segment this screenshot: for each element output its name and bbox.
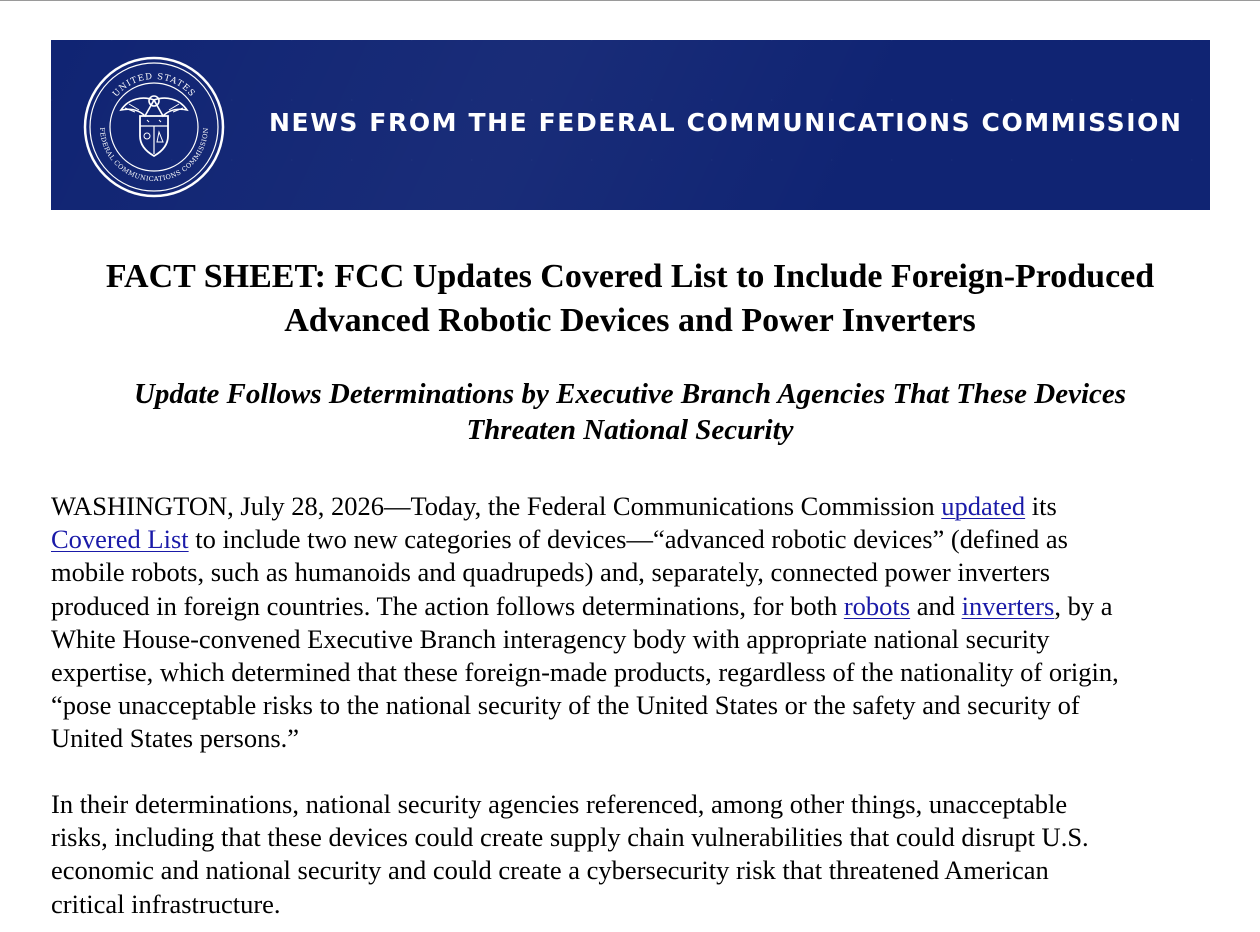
text-span: produced in foreign countries. The action follows determinations, for both — [51, 590, 844, 621]
text-span: to include two new categories of devices—“advanced robotic devices” (defined as — [188, 524, 1068, 555]
covered-list-link[interactable]: Covered List — [51, 524, 189, 555]
text-line: economic and national security and could create a cybersecurity risk that threatened American — [51, 855, 1049, 886]
body-paragraph-1 — [51, 490, 1216, 756]
text-line: expertise, which determined that these foreign-made products, regardless of the nationality of origin, — [51, 657, 1119, 688]
text-line: “pose unacceptable risks to the national security of the United States or the safety and security of — [51, 690, 1080, 721]
news-banner — [51, 40, 1210, 210]
banner-title: NEWS FROM THE FEDERAL COMMUNICATIONS COMMISSION — [269, 108, 1183, 137]
svg-text:UNITED STATES: UNITED STATES — [110, 71, 198, 100]
text-line: risks, including that these devices could create supply chain vulnerabilities that could disrupt U.S. — [51, 822, 1089, 853]
text-span: its — [1025, 491, 1057, 521]
text-line — [51, 523, 1216, 556]
text-line: White House-convened Executive Branch interagency body with appropriate national security — [51, 623, 1050, 654]
title-line: FACT SHEET: FCC Updates Covered List to Include Foreign-Produced — [105, 258, 1155, 295]
fcc-seal-icon — [83, 56, 225, 198]
fact-sheet-subtitle — [40, 376, 1220, 448]
subtitle-line: Threaten National Security — [466, 414, 794, 446]
text-span: , by a — [1054, 590, 1113, 621]
text-line — [51, 490, 1216, 523]
body-paragraph-2 — [51, 788, 1216, 921]
text-span: and — [910, 590, 962, 621]
text-line: mobile robots, such as humanoids and quadrupeds) and, separately, connected power inverters — [51, 557, 1051, 588]
text-line — [51, 590, 1216, 623]
robots-link[interactable]: robots — [843, 590, 911, 621]
updated-link[interactable]: updated — [941, 491, 1026, 521]
text-line: In their determinations, national security agencies referenced, among other things, unacceptable — [51, 789, 1068, 819]
subtitle-line: Update Follows Determinations by Executive Branch Agencies That These Devices — [133, 378, 1127, 410]
inverters-link[interactable]: inverters — [961, 590, 1055, 621]
svg-text:FEDERAL COMMUNICATIONS COMMISS: FEDERAL COMMUNICATIONS COMMISSION — [97, 127, 211, 184]
text-line: United States persons.” — [51, 723, 300, 754]
text-span: WASHINGTON, July 28, 2026—Today, the Federal Communications Commission — [51, 491, 942, 521]
title-line: Advanced Robotic Devices and Power Inverters — [284, 302, 976, 339]
text-line: critical infrastructure. — [51, 888, 281, 919]
fact-sheet-title — [40, 255, 1220, 343]
